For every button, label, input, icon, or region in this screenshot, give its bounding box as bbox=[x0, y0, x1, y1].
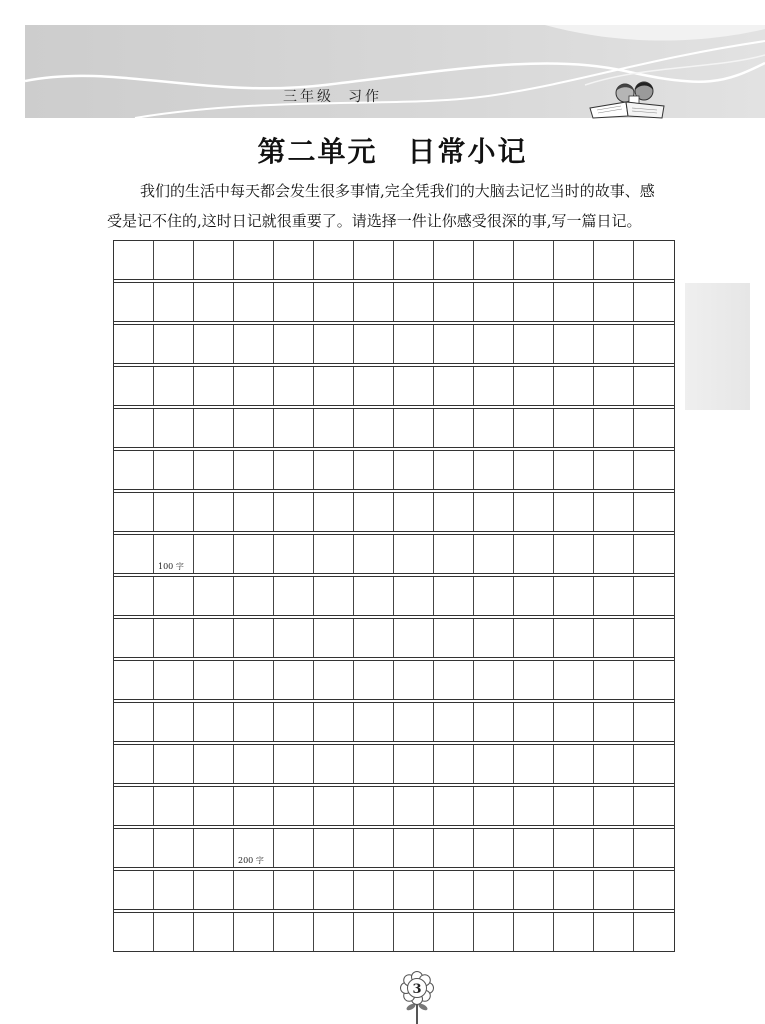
grid-cell bbox=[594, 871, 634, 909]
grid-cell bbox=[634, 409, 674, 447]
grid-cell bbox=[354, 241, 394, 279]
grid-cell bbox=[434, 661, 474, 699]
grid-cell bbox=[554, 745, 594, 783]
grid-cell bbox=[354, 703, 394, 741]
grid-cell bbox=[354, 577, 394, 615]
grid-row bbox=[114, 618, 674, 658]
grid-cell bbox=[194, 577, 234, 615]
grid-cell bbox=[594, 703, 634, 741]
grid-cell bbox=[274, 829, 314, 867]
grid-cell bbox=[554, 913, 594, 951]
grid-cell bbox=[114, 535, 154, 573]
grid-cell bbox=[194, 787, 234, 825]
grid-cell bbox=[274, 577, 314, 615]
grid-cell bbox=[394, 577, 434, 615]
grid-cell bbox=[554, 829, 594, 867]
grid-cell bbox=[154, 913, 194, 951]
grid-cell bbox=[434, 871, 474, 909]
grid-cell bbox=[394, 409, 434, 447]
grid-cell bbox=[154, 787, 194, 825]
grid-cell bbox=[274, 619, 314, 657]
grid-cell bbox=[194, 745, 234, 783]
grid-cell bbox=[514, 535, 554, 573]
grid-cell bbox=[634, 451, 674, 489]
grid-cell bbox=[274, 871, 314, 909]
grid-cell bbox=[314, 661, 354, 699]
grid-cell bbox=[634, 493, 674, 531]
grid-cell bbox=[314, 535, 354, 573]
grid-cell bbox=[554, 409, 594, 447]
instruction-line: 我们的生活中每天都会发生很多事情,完全凭我们的大脑去记忆当时的故事、感 bbox=[140, 182, 655, 200]
grid-row bbox=[114, 366, 674, 406]
grid-cell bbox=[234, 871, 274, 909]
grid-cell bbox=[114, 451, 154, 489]
grid-cell bbox=[394, 325, 434, 363]
grid-cell bbox=[554, 241, 594, 279]
grid-cell bbox=[114, 493, 154, 531]
grid-cell bbox=[314, 745, 354, 783]
grid-cell bbox=[474, 325, 514, 363]
grid-cell bbox=[594, 283, 634, 321]
grid-cell bbox=[474, 703, 514, 741]
grid-cell bbox=[594, 325, 634, 363]
grid-cell bbox=[194, 829, 234, 867]
grid-cell bbox=[514, 325, 554, 363]
grid-cell bbox=[194, 283, 234, 321]
grid-cell bbox=[354, 535, 394, 573]
kids-reading-illustration bbox=[585, 78, 670, 120]
grid-cell bbox=[194, 661, 234, 699]
grid-cell bbox=[474, 619, 514, 657]
grid-cell bbox=[154, 241, 194, 279]
grid-cell bbox=[514, 661, 554, 699]
grid-cell bbox=[554, 451, 594, 489]
grid-row bbox=[114, 576, 674, 616]
grid-cell bbox=[114, 241, 154, 279]
grid-cell bbox=[634, 661, 674, 699]
grid-cell bbox=[194, 241, 234, 279]
grid-row bbox=[114, 744, 674, 784]
grid-cell bbox=[474, 577, 514, 615]
grid-cell bbox=[634, 871, 674, 909]
grid-cell bbox=[234, 703, 274, 741]
grid-cell bbox=[274, 787, 314, 825]
grid-cell bbox=[474, 451, 514, 489]
grid-cell bbox=[314, 493, 354, 531]
grid-cell bbox=[234, 325, 274, 363]
grid-cell bbox=[514, 241, 554, 279]
grid-cell bbox=[474, 661, 514, 699]
grid-cell bbox=[194, 619, 234, 657]
grid-cell bbox=[274, 493, 314, 531]
grid-cell bbox=[234, 661, 274, 699]
grid-cell bbox=[114, 829, 154, 867]
grid-cell bbox=[434, 745, 474, 783]
grid-cell bbox=[554, 871, 594, 909]
grid-cell bbox=[514, 283, 554, 321]
grid-cell bbox=[434, 325, 474, 363]
grid-cell bbox=[554, 493, 594, 531]
grid-cell bbox=[554, 577, 594, 615]
grid-cell bbox=[394, 241, 434, 279]
grid-cell bbox=[114, 577, 154, 615]
grid-cell bbox=[154, 409, 194, 447]
grid-cell bbox=[394, 829, 434, 867]
grid-cell bbox=[474, 913, 514, 951]
subject-label: 习作 bbox=[348, 89, 382, 105]
grid-cell bbox=[314, 619, 354, 657]
grid-cell bbox=[354, 367, 394, 405]
grid-row bbox=[114, 702, 674, 742]
grid-cell bbox=[154, 661, 194, 699]
grid-cell bbox=[434, 703, 474, 741]
grid-row bbox=[114, 408, 674, 448]
grade-label: 三年级 bbox=[283, 89, 334, 105]
grid-cell bbox=[514, 871, 554, 909]
grid-cell bbox=[354, 325, 394, 363]
grid-cell bbox=[634, 829, 674, 867]
grid-cell bbox=[554, 661, 594, 699]
grid-cell bbox=[554, 325, 594, 363]
writing-grid bbox=[113, 240, 675, 952]
grid-cell bbox=[394, 871, 434, 909]
grid-cell bbox=[314, 451, 354, 489]
grid-cell bbox=[434, 619, 474, 657]
grid-cell bbox=[594, 241, 634, 279]
grid-cell bbox=[314, 871, 354, 909]
grid-cell bbox=[434, 577, 474, 615]
grid-cell bbox=[554, 367, 594, 405]
grid-cell bbox=[194, 871, 234, 909]
grid-cell bbox=[314, 829, 354, 867]
grid-cell bbox=[594, 661, 634, 699]
grid-cell bbox=[234, 745, 274, 783]
grid-cell bbox=[274, 661, 314, 699]
grid-row bbox=[114, 870, 674, 910]
grid-cell bbox=[474, 535, 514, 573]
grid-cell bbox=[114, 913, 154, 951]
grid-cell bbox=[634, 913, 674, 951]
grid-cell bbox=[594, 493, 634, 531]
grid-cell bbox=[354, 661, 394, 699]
grid-cell bbox=[154, 451, 194, 489]
grid-cell bbox=[394, 367, 434, 405]
grid-cell bbox=[194, 325, 234, 363]
grid-cell bbox=[514, 703, 554, 741]
grid-cell bbox=[274, 367, 314, 405]
grid-cell bbox=[274, 241, 314, 279]
grid-row bbox=[114, 324, 674, 364]
grid-cell bbox=[234, 241, 274, 279]
grid-cell bbox=[394, 745, 434, 783]
grid-cell bbox=[394, 493, 434, 531]
grid-cell bbox=[234, 451, 274, 489]
grid-cell bbox=[314, 367, 354, 405]
grid-cell bbox=[634, 241, 674, 279]
grid-cell bbox=[434, 535, 474, 573]
grid-cell bbox=[634, 787, 674, 825]
grid-cell bbox=[594, 535, 634, 573]
grid-cell bbox=[634, 535, 674, 573]
grid-cell bbox=[394, 451, 434, 489]
grid-cell bbox=[314, 409, 354, 447]
grid-cell bbox=[154, 619, 194, 657]
grid-cell bbox=[514, 745, 554, 783]
grid-cell bbox=[274, 913, 314, 951]
flower-icon bbox=[400, 970, 434, 1024]
grid-cell bbox=[234, 535, 274, 573]
grid-cell bbox=[434, 493, 474, 531]
grid-cell bbox=[234, 409, 274, 447]
grid-cell bbox=[554, 787, 594, 825]
grid-cell bbox=[394, 661, 434, 699]
grid-cell bbox=[354, 283, 394, 321]
grid-cell bbox=[234, 787, 274, 825]
grid-cell bbox=[314, 787, 354, 825]
grid-cell bbox=[594, 787, 634, 825]
grid-cell bbox=[634, 325, 674, 363]
grid-cell bbox=[234, 829, 274, 867]
grid-cell bbox=[394, 703, 434, 741]
grid-cell bbox=[114, 703, 154, 741]
grid-cell bbox=[394, 913, 434, 951]
grid-cell bbox=[114, 787, 154, 825]
grid-cell bbox=[314, 703, 354, 741]
grid-cell bbox=[154, 535, 194, 573]
grid-cell bbox=[594, 745, 634, 783]
word-count-marker: 200 字 bbox=[238, 856, 264, 865]
grid-cell bbox=[234, 367, 274, 405]
grid-cell bbox=[594, 451, 634, 489]
grid-cell bbox=[394, 619, 434, 657]
grid-cell bbox=[434, 241, 474, 279]
grid-cell bbox=[314, 325, 354, 363]
grid-cell bbox=[634, 577, 674, 615]
grid-cell bbox=[154, 493, 194, 531]
grid-cell bbox=[554, 619, 594, 657]
grid-cell bbox=[394, 787, 434, 825]
grid-cell bbox=[594, 367, 634, 405]
grid-cell bbox=[114, 283, 154, 321]
grid-cell bbox=[154, 745, 194, 783]
grid-cell bbox=[634, 703, 674, 741]
grid-cell bbox=[554, 703, 594, 741]
grid-cell bbox=[354, 745, 394, 783]
grid-cell bbox=[354, 409, 394, 447]
grid-cell bbox=[434, 283, 474, 321]
grid-row bbox=[114, 450, 674, 490]
side-tab bbox=[685, 283, 750, 410]
grid-cell bbox=[594, 577, 634, 615]
grid-cell bbox=[314, 913, 354, 951]
grid-cell bbox=[194, 409, 234, 447]
grid-cell bbox=[594, 619, 634, 657]
grid-cell bbox=[114, 745, 154, 783]
grid-cell bbox=[314, 577, 354, 615]
grid-cell bbox=[154, 367, 194, 405]
grid-cell bbox=[514, 493, 554, 531]
grid-cell bbox=[274, 703, 314, 741]
grid-row bbox=[114, 282, 674, 322]
grid-row bbox=[114, 786, 674, 826]
page-number: 3 bbox=[412, 982, 422, 997]
grid-cell bbox=[274, 283, 314, 321]
grid-cell bbox=[114, 661, 154, 699]
grid-cell bbox=[354, 913, 394, 951]
grid-cell bbox=[514, 829, 554, 867]
grid-cell bbox=[194, 451, 234, 489]
grid-cell bbox=[554, 535, 594, 573]
grid-cell bbox=[474, 493, 514, 531]
grid-cell bbox=[354, 493, 394, 531]
grid-cell bbox=[194, 367, 234, 405]
grid-row bbox=[114, 912, 674, 952]
grid-row bbox=[114, 240, 674, 280]
grid-cell bbox=[234, 283, 274, 321]
grid-cell bbox=[114, 325, 154, 363]
grid-cell bbox=[194, 913, 234, 951]
grid-cell bbox=[234, 493, 274, 531]
grid-cell bbox=[354, 787, 394, 825]
grid-cell bbox=[474, 829, 514, 867]
grid-cell bbox=[274, 409, 314, 447]
grid-cell bbox=[114, 409, 154, 447]
grid-cell bbox=[634, 283, 674, 321]
grid-cell bbox=[474, 367, 514, 405]
grid-cell bbox=[514, 787, 554, 825]
grid-row bbox=[114, 660, 674, 700]
grid-cell bbox=[234, 913, 274, 951]
grid-cell bbox=[314, 241, 354, 279]
grid-cell bbox=[274, 451, 314, 489]
grid-cell bbox=[354, 871, 394, 909]
grid-cell bbox=[274, 745, 314, 783]
grid-cell bbox=[514, 409, 554, 447]
grid-cell bbox=[154, 325, 194, 363]
grid-cell bbox=[114, 871, 154, 909]
grid-cell bbox=[514, 913, 554, 951]
grid-cell bbox=[154, 871, 194, 909]
grid-cell bbox=[474, 283, 514, 321]
grid-cell bbox=[594, 409, 634, 447]
grid-cell bbox=[274, 535, 314, 573]
grid-cell bbox=[194, 703, 234, 741]
grid-cell bbox=[314, 283, 354, 321]
grid-row bbox=[114, 828, 674, 868]
grid-cell bbox=[474, 409, 514, 447]
grid-cell bbox=[514, 577, 554, 615]
grid-row bbox=[114, 492, 674, 532]
grid-cell bbox=[594, 913, 634, 951]
grid-cell bbox=[354, 451, 394, 489]
grid-cell bbox=[434, 913, 474, 951]
grid-cell bbox=[274, 325, 314, 363]
grid-cell bbox=[514, 451, 554, 489]
grid-cell bbox=[354, 829, 394, 867]
grid-cell bbox=[594, 829, 634, 867]
grid-cell bbox=[634, 745, 674, 783]
grid-cell bbox=[634, 367, 674, 405]
grid-cell bbox=[394, 535, 434, 573]
grid-cell bbox=[474, 745, 514, 783]
grid-cell bbox=[434, 367, 474, 405]
grid-row bbox=[114, 534, 674, 574]
grid-cell bbox=[154, 283, 194, 321]
grid-cell bbox=[114, 367, 154, 405]
grid-cell bbox=[154, 703, 194, 741]
grid-cell bbox=[234, 619, 274, 657]
grid-cell bbox=[234, 577, 274, 615]
instruction-line: 受是记不住的,这时日记就很重要了。请选择一件让你感受很深的事,写一篇日记。 bbox=[107, 212, 642, 230]
grid-cell bbox=[434, 451, 474, 489]
word-count-marker: 100 字 bbox=[158, 562, 184, 571]
grid-cell bbox=[514, 619, 554, 657]
grid-cell bbox=[434, 409, 474, 447]
grid-cell bbox=[114, 619, 154, 657]
grid-cell bbox=[194, 535, 234, 573]
grid-cell bbox=[474, 871, 514, 909]
unit-title: 第二单元 日常小记 bbox=[257, 135, 528, 168]
grid-cell bbox=[434, 787, 474, 825]
grid-cell bbox=[154, 577, 194, 615]
grid-cell bbox=[394, 283, 434, 321]
grid-cell bbox=[474, 787, 514, 825]
grid-cell bbox=[554, 283, 594, 321]
grid-cell bbox=[154, 829, 194, 867]
grid-cell bbox=[474, 241, 514, 279]
grid-cell bbox=[514, 367, 554, 405]
grid-cell bbox=[194, 493, 234, 531]
grid-cell bbox=[634, 619, 674, 657]
grid-cell bbox=[354, 619, 394, 657]
grid-cell bbox=[434, 829, 474, 867]
